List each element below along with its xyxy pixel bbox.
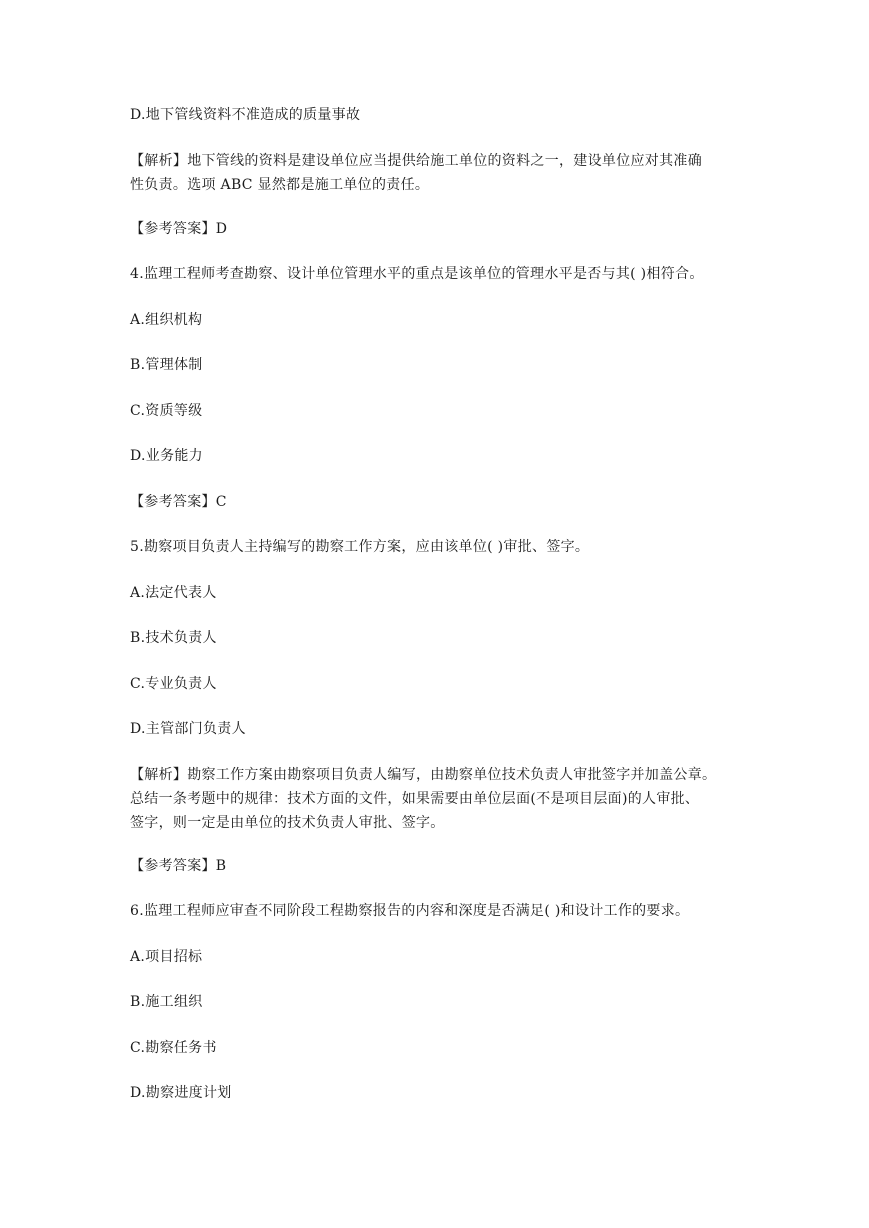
q5-analysis-line-2: 总结一条考题中的规律：技术方面的文件，如果需要由单位层面(不是项目层面)的人审批、 bbox=[130, 791, 700, 807]
q4-option-c: C.资质等级 bbox=[130, 403, 203, 419]
q5-analysis-line-3: 签字，则一定是由单位的技术负责人审批、签字。 bbox=[130, 815, 445, 831]
q4-answer: 【参考答案】C bbox=[130, 494, 227, 510]
q5-question: 5.勘察项目负责人主持编写的勘察工作方案，应由该单位( )审批、签字。 bbox=[130, 539, 590, 555]
q5-analysis-line-1: 【解析】勘察工作方案由勘察项目负责人编写，由勘察单位技术负责人审批签字并加盖公章。 bbox=[130, 767, 717, 783]
q3-option-d: D.地下管线资料不准造成的质量事故 bbox=[130, 107, 361, 123]
q4-option-a: A.组织机构 bbox=[130, 312, 203, 328]
q5-answer: 【参考答案】B bbox=[130, 858, 227, 874]
q5-analysis bbox=[130, 763, 750, 835]
q6-option-d: D.勘察进度计划 bbox=[130, 1085, 232, 1101]
q6-option-c: C.勘察任务书 bbox=[130, 1040, 217, 1056]
q5-option-c: C.专业负责人 bbox=[130, 676, 217, 692]
q3-analysis-line-1: 【解析】地下管线的资料是建设单位应当提供给施工单位的资料之一，建设单位应对其准确 bbox=[130, 153, 702, 169]
q5-option-d: D.主管部门负责人 bbox=[130, 721, 246, 737]
q6-question: 6.监理工程师应审查不同阶段工程勘察报告的内容和深度是否满足( )和设计工作的要求。 bbox=[130, 903, 690, 919]
q3-answer: 【参考答案】D bbox=[130, 221, 228, 237]
q6-option-b: B.施工组织 bbox=[130, 994, 203, 1010]
q3-analysis bbox=[130, 149, 750, 197]
q6-option-a: A.项目招标 bbox=[130, 949, 203, 965]
q4-option-b: B.管理体制 bbox=[130, 357, 203, 373]
q3-analysis-line-2: 性负责。选项 ABC 显然都是施工单位的责任。 bbox=[130, 177, 430, 193]
q5-option-a: A.法定代表人 bbox=[130, 585, 217, 601]
q4-option-d: D.业务能力 bbox=[130, 448, 203, 464]
q4-question: 4.监理工程师考查勘察、设计单位管理水平的重点是该单位的管理水平是否与其( )相符合。 bbox=[130, 266, 704, 282]
q5-option-b: B.技术负责人 bbox=[130, 630, 217, 646]
